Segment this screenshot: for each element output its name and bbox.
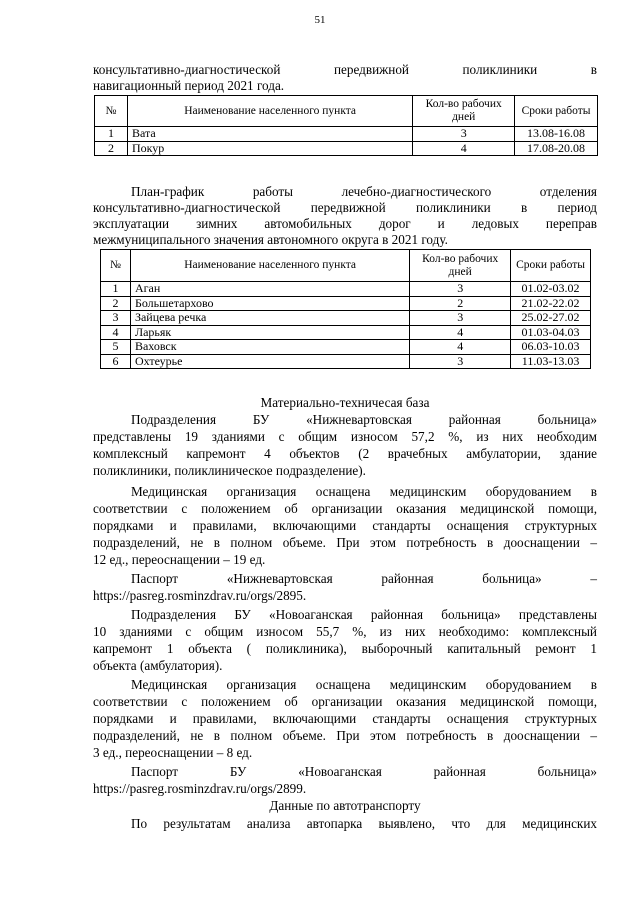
table-row (95, 127, 598, 142)
table-navigation-period (94, 95, 598, 156)
col-header-dates: Сроки работы (511, 250, 591, 282)
table-row (95, 141, 598, 156)
body-line: подразделений, не в полном объеме. При этом потребность в дооснащении – (93, 535, 597, 550)
cell-workdays: 3 (410, 282, 511, 297)
col-header-number: № (95, 96, 128, 127)
body-line: Паспорт БУ «Новоаганская районная больница» (131, 764, 597, 779)
cell-locality: Охтеурье (130, 354, 409, 369)
body-line: Паспорт «Нижневартовская районная больница» – (131, 571, 597, 586)
page-number: 51 (314, 14, 326, 26)
cell-workdays: 3 (410, 311, 511, 326)
cell-locality: Ваховск (130, 340, 409, 355)
cell-dates: 17.08-20.08 (515, 141, 598, 156)
body-line: 12 ед., переоснащении – 19 ед. (93, 552, 266, 567)
col-header-locality: Наименование населенного пункта (130, 250, 409, 282)
cell-locality: Аган (130, 282, 409, 297)
cell-dates: 01.03-04.03 (511, 325, 591, 340)
cell-number: 1 (101, 282, 131, 297)
table-header-row (101, 250, 591, 282)
col-header-workdays: Кол-во рабочих дней (410, 250, 511, 282)
cell-dates: 11.03-13.03 (511, 354, 591, 369)
cell-number: 4 (101, 325, 131, 340)
plan-title-line-4: межмуниципального значения автономного округа в 2021 году. (93, 232, 448, 247)
body-line: Медицинская организация оснащена медицинским оборудованием в (131, 484, 597, 499)
cell-dates: 25.02-27.02 (511, 311, 591, 326)
cell-number: 5 (101, 340, 131, 355)
plan-title-line-1: План-график работы лечебно-диагностического отделения (131, 184, 597, 199)
cell-number: 2 (95, 141, 128, 156)
table-row (101, 296, 591, 311)
col-header-number: № (101, 250, 131, 282)
passport-link-2: https://pasreg.rosminzdrav.ru/orgs/2899. (93, 781, 307, 796)
table-row (101, 340, 591, 355)
table-row (101, 354, 591, 369)
table-winter-roads-period (100, 249, 591, 369)
cell-locality: Зайцева речка (130, 311, 409, 326)
plan-title-line-2: консультативно-диагностической передвижной поликлиники в период (93, 200, 597, 215)
table-header-row (95, 96, 598, 127)
body-line: комплексный капремонт 4 объектов (2 врачебных амбулатории, здание (93, 446, 597, 461)
plan-title-line-3: эксплуатации зимних автомобильных дорог и ледовых переправ (93, 216, 597, 231)
table-row (101, 325, 591, 340)
body-line: 3 ед., переоснащении – 8 ед. (93, 745, 253, 760)
cell-number: 3 (101, 311, 131, 326)
cell-locality: Покур (127, 141, 412, 156)
table-row (101, 311, 591, 326)
cell-number: 6 (101, 354, 131, 369)
body-line: соответствии с положением об организации оказания медицинской помощи, (93, 501, 597, 516)
table-row (101, 282, 591, 297)
cell-workdays: 4 (410, 340, 511, 355)
body-line: Медицинская организация оснащена медицинским оборудованием в (131, 677, 597, 692)
body-line: соответствии с положением об организации оказания медицинской помощи, (93, 694, 597, 709)
intro-line-2: навигационный период 2021 года. (93, 78, 285, 93)
cell-number: 1 (95, 127, 128, 142)
cell-workdays: 3 (410, 354, 511, 369)
cell-workdays: 4 (410, 325, 511, 340)
body-line: представлены 19 зданиями с общим износом 57,2 %, из них необходим (93, 429, 597, 444)
cell-locality: Большетархово (130, 296, 409, 311)
cell-locality: Вата (127, 127, 412, 142)
body-line: Подразделения БУ «Нижневартовская районная больница» (131, 412, 597, 427)
cell-workdays: 3 (413, 127, 515, 142)
body-line: поликлиники, поликлиническое подразделение). (93, 463, 366, 478)
cell-dates: 06.03-10.03 (511, 340, 591, 355)
body-line: По результатам анализа автопарка выявлено, что для медицинских (131, 816, 597, 831)
col-header-dates: Сроки работы (515, 96, 598, 127)
passport-link-1: https://pasreg.rosminzdrav.ru/orgs/2895. (93, 588, 307, 603)
cell-locality: Ларьяк (130, 325, 409, 340)
body-line: подразделений, не в полном объеме. При этом потребность в дооснащении – (93, 728, 597, 743)
body-line: порядками и правилами, включающими стандарты оснащения структурных (93, 711, 597, 726)
intro-line-1: консультативно-диагностической передвижной поликлиники в (93, 62, 597, 77)
cell-workdays: 2 (410, 296, 511, 311)
cell-dates: 13.08-16.08 (515, 127, 598, 142)
col-header-locality: Наименование населенного пункта (127, 96, 412, 127)
cell-workdays: 4 (413, 141, 515, 156)
cell-dates: 01.02-03.02 (511, 282, 591, 297)
body-line: объекта (амбулатория). (93, 658, 223, 673)
body-line: 10 зданиями с общим износом 55,7 %, из них необходимо: комплексный (93, 624, 597, 639)
col-header-workdays: Кол-во рабочих дней (413, 96, 515, 127)
body-line: капремонт 1 объекта ( поликлиника), выборочный капитальный ремонт 1 (93, 641, 597, 656)
cell-number: 2 (101, 296, 131, 311)
section-heading: Материально-техничесая база (260, 395, 430, 410)
cell-dates: 21.02-22.02 (511, 296, 591, 311)
transport-heading: Данные по автотранспорту (269, 798, 421, 813)
body-line: Подразделения БУ «Новоаганская районная больница» представлены (131, 607, 597, 622)
body-line: порядками и правилами, включающими стандарты оснащения структурных (93, 518, 597, 533)
